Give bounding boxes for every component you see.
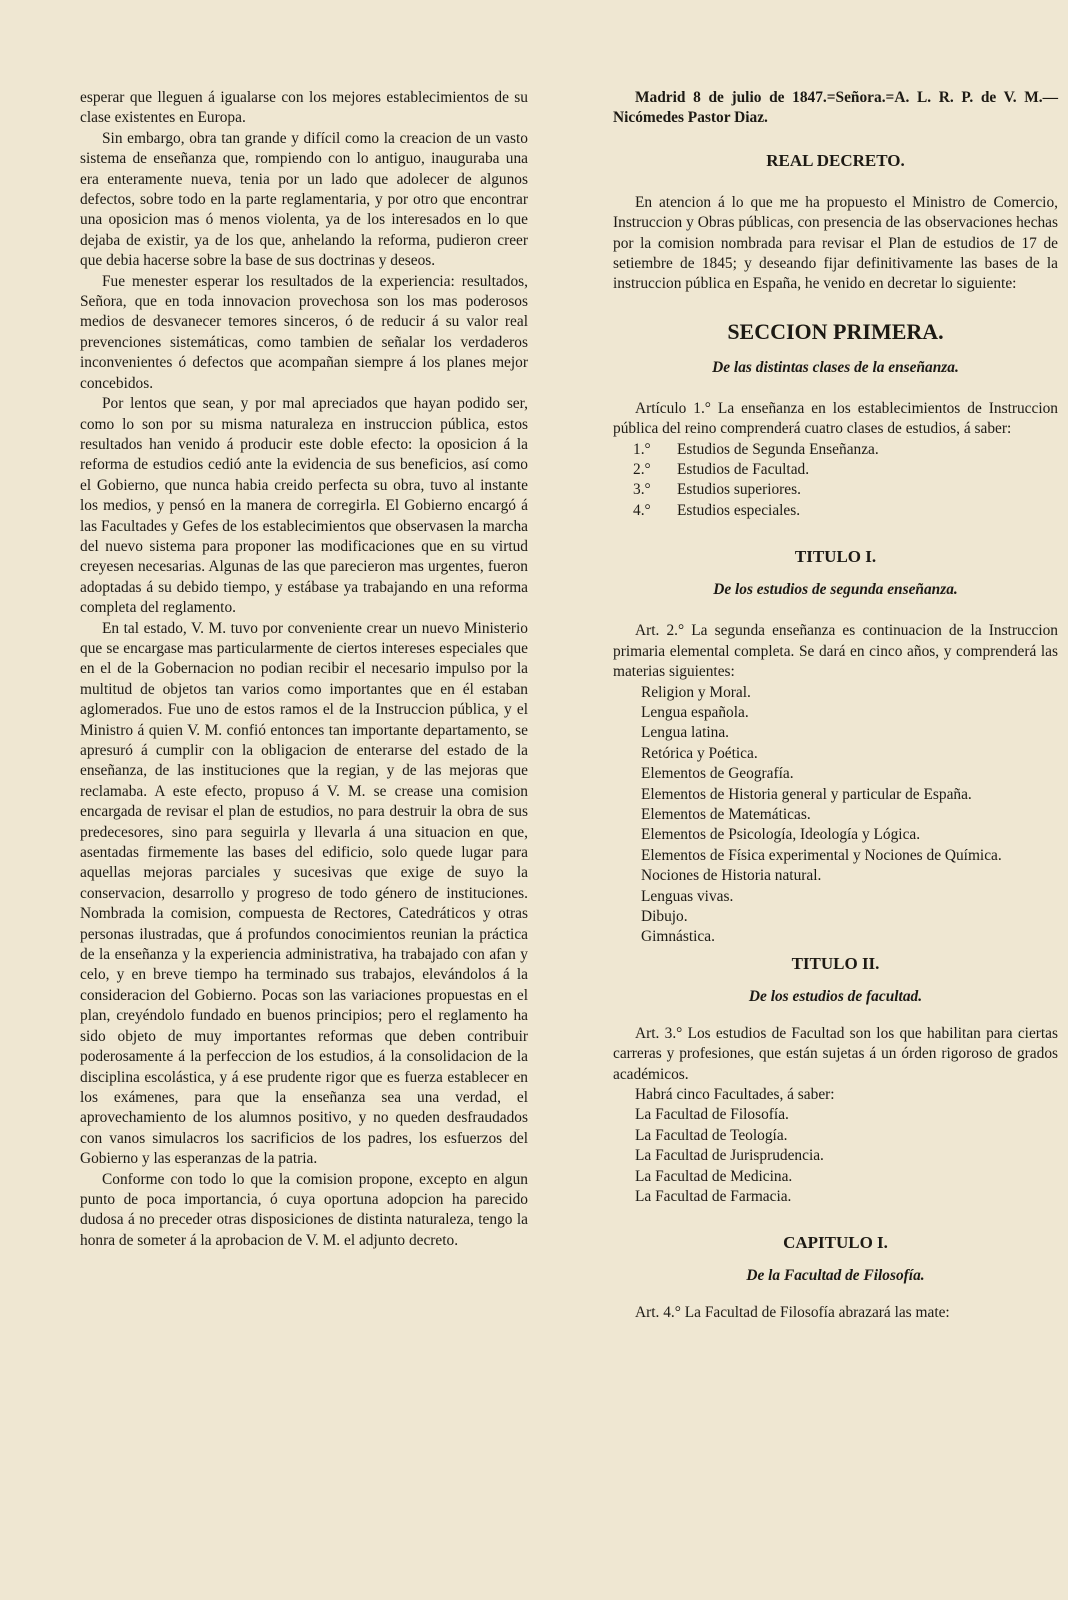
list-item: La Facultad de Jurisprudencia.	[635, 1147, 824, 1165]
list-item: Gimnástica.	[641, 928, 715, 946]
titulo-2-subtitle: De los estudios de facultad.	[748, 987, 923, 1005]
article-2: Art. 2.° La segunda enseñanza es continuacion de la Instruccion primaria elemental completa. Se dará en cinco años, y comprenderá las materias siguientes:	[613, 622, 1058, 681]
paragraph: Fue menester esperar los resultados de la experiencia: resultados, Señora, que en toda innovacion provechosa son los mas poderosos medios de desvanecer temores sinceros, ó de reducir á su valor real prevenciones sistemáticas, como tambien de señalar los verdaderos inconvenientes ó defectos que acompañan siempre á los planes mejor concebidos.	[80, 272, 528, 392]
titulo-1-heading: TITULO I.	[794, 547, 877, 567]
list-item: Dibujo.	[641, 907, 688, 925]
section-title: SECCION PRIMERA.	[727, 318, 944, 344]
list-item: La Facultad de Medicina.	[635, 1167, 793, 1185]
paragraph: En tal estado, V. M. tuvo por conveniente crear un nuevo Ministerio que se encargase mas particularmente de ciertos intereses especiales que en el de la Gobernacion no podian recibir el necesario impulso por la multitud de objetos tan varios como importantes que en él estaban aglomerados. Fue uno de estos ramos el de la Instruccion pública, y el Ministro á quien V. M. confió entonces tan importante departamento, se apresuró á cumplir con la obligacion de enterarse del estado de la enseñanza, de las instituciones que la regian, y de las mejoras que reclamaba. A este efecto, propuso á V. M. se crease una comision encargada de revisar el plan de estudios, no para destruir la obra de sus predecesores, sino para seguirla y llevarla á una situacion en que, asentadas firmemente las bases del edificio, solo quede lugar para aquellas mejoras parciales y sucesivas que exige de suyo la conservacion, desarrollo y progreso de todo género de instituciones. Nombrada la comision, compuesta de Rectores, Catedráticos y otras personas ilustradas, que á profundos conocimientos reunian la práctica de la enseñanza y la experiencia administrativa, ha trabajado con afan y celo, y en breve tiempo ha terminado sus trabajos, elevándolos á la consideracion del Gobierno. Pocas son las variaciones propuestas en el plan, creyéndolo fundado en buenos principios; pero el reglamento ha sido objeto de muy importantes reformas que deben contribuir poderosamente á la perfeccion de los estudios, á la consolidacion de la disciplina escolástica, y á ese prudente rigor que es fuerza establecer en los exámenes, para que la enseñanza sea una verdad, el aprovechamiento de los alumnos positivo, y no queden desfraudados con vanos simulacros los sacrificios de los padres, los esfuerzos del Gobierno y las esperanzas de la patria.	[80, 619, 528, 1168]
article-2-list	[613, 683, 1058, 948]
paragraph: Conforme con todo lo que la comision propone, excepto en algun punto de poca importancia, ó cuya oportuna adopcion ha parecido dudosa á no preceder otras disposiciones de distinta naturaleza, tengo la honra de someter á la aprobacion de V. M. el adjunto decreto.	[80, 1170, 528, 1249]
list-item: Nociones de Historia natural.	[641, 867, 822, 885]
list-item: Elementos de Psicología, Ideología y Lógica.	[641, 826, 921, 844]
list-item: Elementos de Geografía.	[641, 765, 794, 783]
decree-preamble: En atencion á lo que me ha propuesto el Ministro de Comercio, Instruccion y Obras públicas, con presencia de las observaciones hechas por la comision nombrada para revisar el Plan de estudios de 17 de setiembre de 1845; y deseando fijar definitivamente las bases de la instruccion pública en España, he venido en decretar lo siguiente:	[613, 193, 1058, 293]
left-column	[80, 88, 528, 1251]
article-3: Art. 3.° Los estudios de Facultad son los que habilitan para ciertas carreras y profesiones, que están sujetas á un órden rigoroso de grados académicos.	[613, 1024, 1058, 1083]
list-item: La Facultad de Filosofía.	[635, 1106, 789, 1124]
section-subtitle: De las distintas clases de la enseñanza.	[712, 358, 959, 376]
list-item: Retórica y Poética.	[641, 744, 758, 762]
article-4: Art. 4.° La Facultad de Filosofía abrazará las mate:	[635, 1304, 950, 1322]
decree-title: REAL DECRETO.	[766, 150, 905, 170]
list-item: La Facultad de Farmacia.	[635, 1188, 792, 1206]
list-item: Elementos de Historia general y particular de España.	[641, 785, 972, 803]
article-3-list	[613, 1105, 1058, 1207]
list-item: 3.° Estudios superiores.	[633, 481, 801, 499]
list-item: Elementos de Física experimental y Nociones de Química.	[641, 846, 1002, 864]
capitulo-1-heading: CAPITULO I.	[783, 1233, 888, 1253]
list-item: 4.° Estudios especiales.	[633, 501, 801, 519]
list-item: 2.° Estudios de Facultad.	[633, 461, 810, 479]
capitulo-1-subtitle: De la Facultad de Filosofía.	[746, 1267, 925, 1285]
article-1-list	[613, 440, 1058, 522]
list-item: La Facultad de Teología.	[635, 1126, 788, 1144]
titulo-1-subtitle: De los estudios de segunda enseñanza.	[713, 581, 958, 599]
signature-line: Madrid 8 de julio de 1847.=Señora.=A. L. R. P. de V. M.—Nicómedes Pastor Diaz.	[613, 89, 1058, 127]
titulo-2-heading: TITULO II.	[791, 953, 880, 973]
list-item: Lengua latina.	[641, 724, 730, 742]
list-item: Religion y Moral.	[641, 683, 751, 701]
list-item: Lengua española.	[641, 703, 749, 721]
article-3-intro: Habrá cinco Facultades, á saber:	[635, 1086, 835, 1103]
paragraph: Sin embargo, obra tan grande y difícil como la creacion de un vasto sistema de enseñanza que, rompiendo con lo antiguo, inauguraba una era enteramente nueva, tenia por un lado que adolecer de algunos defectos, sobre todo en la parte reglamentaria, y por otro que encontrar una oposicion mas ó menos violenta, ya de los interesados en lo que dejaba de existir, ya de los que, anhelando la reforma, pudieron creer que debia hacerse sobre la base de sus doctrinas y deseos.	[80, 129, 528, 270]
right-column	[613, 88, 1058, 1324]
paragraph: esperar que lleguen á igualarse con los mejores establecimientos de su clase existentes en Europa.	[80, 89, 528, 127]
paragraph: Por lentos que sean, y por mal apreciados que hayan podido ser, como lo son por su misma naturaleza en instruccion pública, estos resultados han venido á producir este doble efecto: la oposicion á la reforma de estudios cedió ante la evidencia de sus beneficios, así como el Gobierno, que nunca habia creido perfecta su obra, tuvo al instante los medios, y pensó en la manera de corregirla. El Gobierno encargó á las Facultades y Gefes de los establecimientos que observasen la marcha del nuevo sistema para proponer las modificaciones que en su virtud creyesen necesarias. Algunas de las que parecieron mas urgentes, fueron adoptadas á su debido tiempo, y estábase ya trabajando en una reforma completa del reglamento.	[80, 395, 528, 617]
list-item: Lenguas vivas.	[641, 887, 734, 905]
article-1: Artículo 1.° La enseñanza en los establecimientos de Instruccion pública del reino comprenderá cuatro clases de estudios, á saber:	[613, 399, 1058, 438]
list-item: Elementos de Matemáticas.	[641, 805, 811, 823]
list-item: 1.° Estudios de Segunda Enseñanza.	[633, 440, 879, 458]
